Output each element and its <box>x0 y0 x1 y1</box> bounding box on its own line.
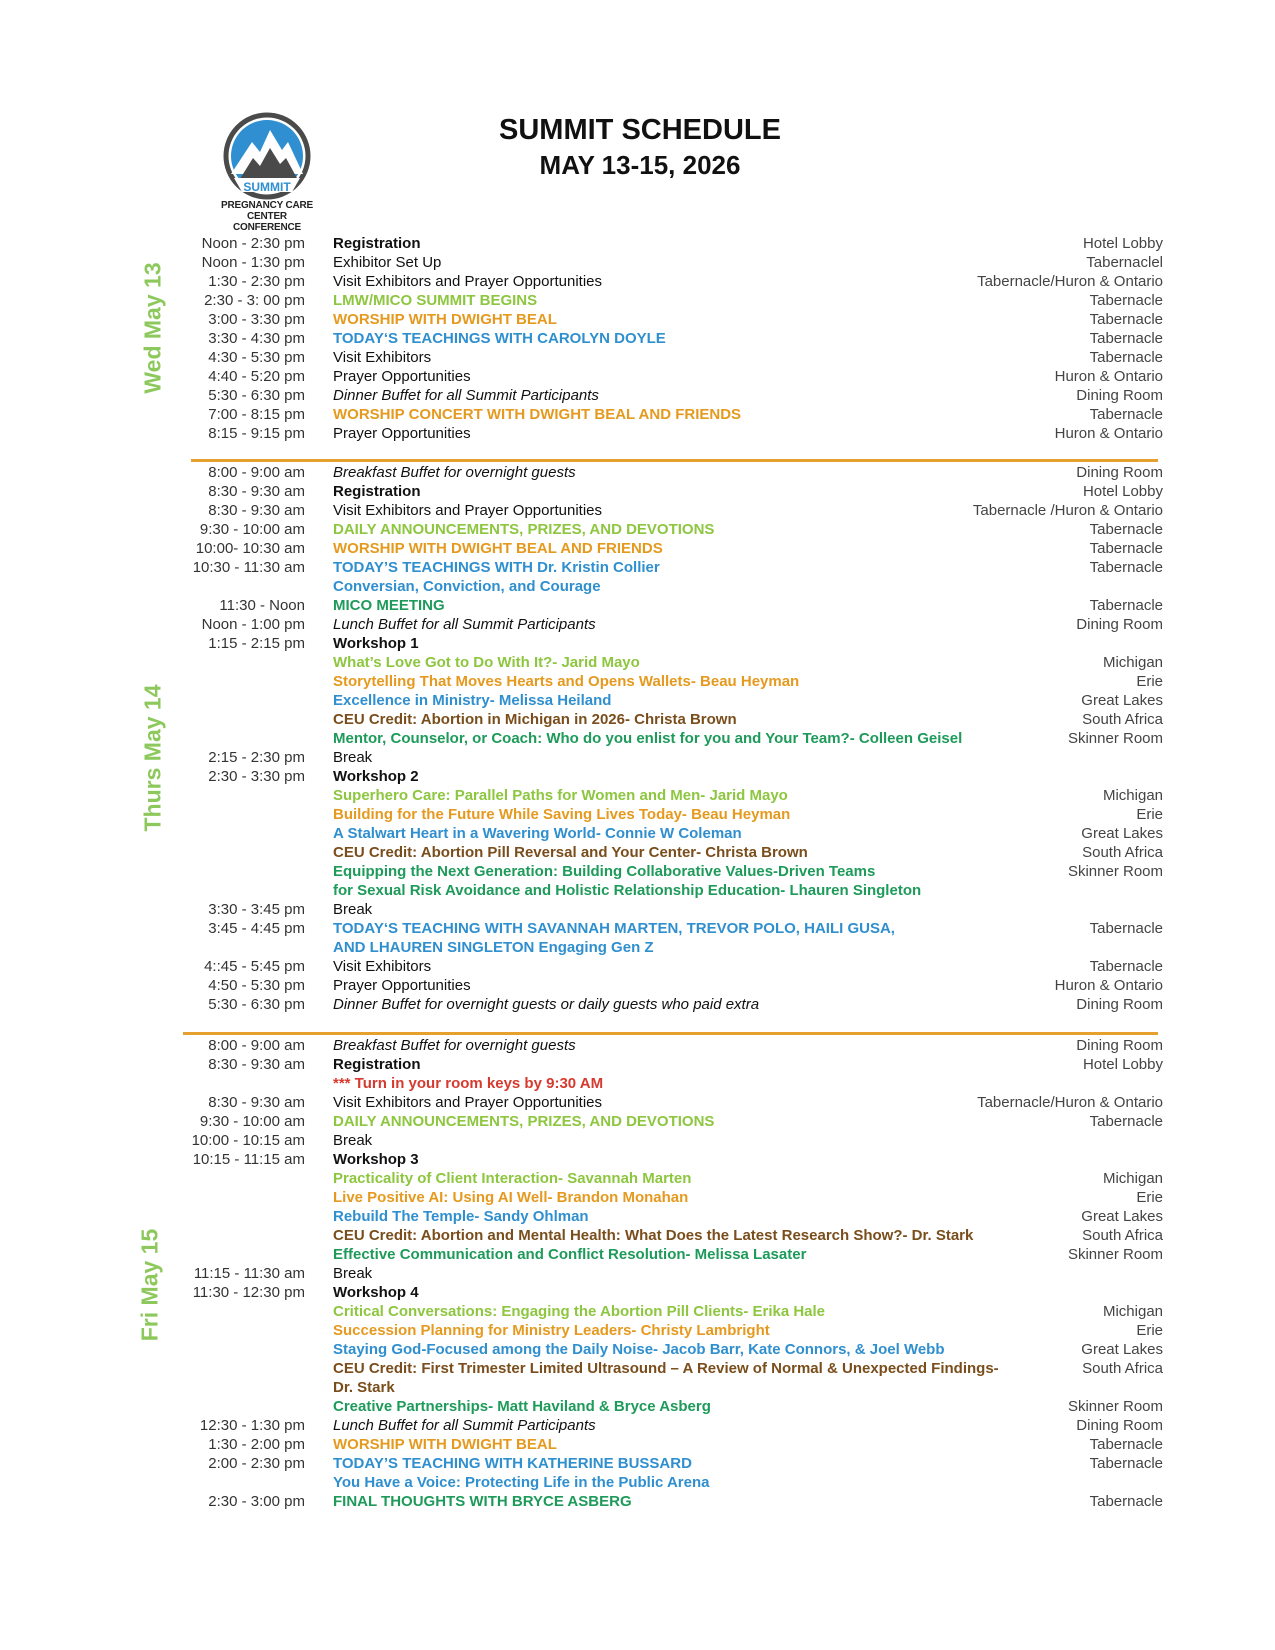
session-location: Huron & Ontario <box>1054 977 1163 994</box>
schedule-row <box>0 653 1275 673</box>
session-title: Building for the Future While Saving Lives Today- Beau Heyman <box>333 806 791 823</box>
schedule-row <box>0 367 1275 387</box>
session-location: Tabernacle <box>1089 1455 1163 1472</box>
session-title: CEU Credit: First Trimester Limited Ultrasound – A Review of Normal & Unexpected Findings- <box>333 1360 999 1377</box>
session-location: South Africa <box>1082 844 1163 861</box>
session-title: AND LHAUREN SINGLETON Engaging Gen Z <box>333 939 654 956</box>
day-label-fri: Fri May 15 <box>136 1228 163 1342</box>
session-title: Visit Exhibitors and Prayer Opportunities <box>333 1094 603 1111</box>
session-title: Equipping the Next Generation: Building Collaborative Values-Driven Teams <box>333 863 876 880</box>
session-location: Tabernacle <box>1089 292 1163 309</box>
session-title: TODAY’S TEACHING WITH KATHERINE BUSSARD <box>333 1455 692 1472</box>
session-title: TODAY‘S TEACHING WITH SAVANNAH MARTEN, TREVOR POLO, HAILI GUSA, <box>333 920 895 937</box>
session-location: Tabernacle <box>1089 559 1163 576</box>
session-location: Erie <box>1136 673 1163 690</box>
session-location: Erie <box>1136 1189 1163 1206</box>
schedule-row <box>0 1131 1275 1151</box>
schedule-row <box>0 1112 1275 1132</box>
schedule-row <box>0 1169 1275 1189</box>
schedule-row <box>0 1226 1275 1246</box>
session-time: 7:00 - 8:15 pm <box>208 406 305 423</box>
schedule-row <box>0 710 1275 730</box>
schedule-row <box>0 329 1275 349</box>
schedule-row <box>0 272 1275 292</box>
session-title: Practicality of Client Interaction- Savannah Marten <box>333 1170 692 1187</box>
session-title: CEU Credit: Abortion Pill Reversal and Your Center- Christa Brown <box>333 844 808 861</box>
schedule-row <box>0 843 1275 863</box>
session-time: 11:30 - 12:30 pm <box>192 1284 305 1301</box>
schedule-row <box>0 1435 1275 1455</box>
page-title: SUMMIT SCHEDULE <box>499 114 781 146</box>
session-location: Dining Room <box>1076 387 1163 404</box>
session-title: Breakfast Buffet for overnight guests <box>333 464 576 481</box>
schedule-row <box>0 1283 1275 1303</box>
schedule-row <box>0 691 1275 711</box>
session-location: Tabernacle <box>1089 958 1163 975</box>
session-time: Noon - 2:30 pm <box>201 235 305 252</box>
session-location: Dining Room <box>1076 1037 1163 1054</box>
schedule-row <box>0 672 1275 692</box>
schedule-row <box>0 558 1275 578</box>
schedule-row <box>0 1378 1275 1398</box>
session-title: You Have a Voice: Protecting Life in the Public Arena <box>333 1474 710 1491</box>
schedule-row <box>0 501 1275 521</box>
session-title: Workshop 4 <box>333 1284 419 1301</box>
session-title: Live Positive AI: Using AI Well- Brandon Monahan <box>333 1189 689 1206</box>
session-location: Huron & Ontario <box>1054 425 1163 442</box>
session-location: Erie <box>1136 806 1163 823</box>
session-title: *** Turn in your room keys by 9:30 AM <box>333 1075 604 1092</box>
session-title: Creative Partnerships- Matt Haviland & Bryce Asberg <box>333 1398 711 1415</box>
session-title: Conversian, Conviction, and Courage <box>333 578 601 595</box>
session-time: 8:15 - 9:15 pm <box>208 425 305 442</box>
session-location: Dining Room <box>1076 1417 1163 1434</box>
session-location: Tabernacle <box>1089 311 1163 328</box>
schedule-row <box>0 615 1275 635</box>
session-location: Tabernacle/Huron & Ontario <box>977 273 1163 290</box>
schedule-row <box>0 1093 1275 1113</box>
schedule-row <box>0 938 1275 958</box>
session-location: Tabernacle <box>1089 1436 1163 1453</box>
summit-logo <box>212 112 322 233</box>
session-location: Michigan <box>1102 1170 1163 1187</box>
session-time: 2:30 - 3:30 pm <box>208 768 305 785</box>
schedule-row <box>0 1055 1275 1075</box>
session-time: 3:30 - 3:45 pm <box>208 901 305 918</box>
session-title: FINAL THOUGHTS WITH BRYCE ASBERG <box>333 1493 632 1510</box>
session-location: Hotel Lobby <box>1082 483 1163 500</box>
session-title: Visit Exhibitors <box>333 349 432 366</box>
session-location: Tabernacle <box>1089 597 1163 614</box>
session-time: 11:15 - 11:30 am <box>193 1265 305 1282</box>
session-location: Great Lakes <box>1081 825 1163 842</box>
page-dates: MAY 13-15, 2026 <box>539 150 741 180</box>
schedule-row <box>0 881 1275 901</box>
session-location: Tabernacle <box>1089 406 1163 423</box>
session-location: Michigan <box>1102 654 1163 671</box>
session-time: 8:30 - 9:30 am <box>208 1056 305 1073</box>
session-time: 4:50 - 5:30 pm <box>208 977 305 994</box>
session-title: Prayer Opportunities <box>333 425 471 442</box>
session-location: Hotel Lobby <box>1082 1056 1163 1073</box>
session-title: Registration <box>333 483 421 500</box>
session-title: A Stalwart Heart in a Wavering World- Connie W Coleman <box>333 825 742 842</box>
session-time: 2:30 - 3: 00 pm <box>204 292 305 309</box>
session-location: Tabernacle <box>1089 540 1163 557</box>
day-divider <box>191 459 1158 462</box>
session-time: 8:30 - 9:30 am <box>208 483 305 500</box>
session-location: Tabernacle /Huron & Ontario <box>972 502 1163 519</box>
session-location: South Africa <box>1082 1360 1163 1377</box>
session-time: 12:30 - 1:30 pm <box>199 1417 305 1434</box>
session-location: Tabernaclel <box>1086 254 1163 271</box>
session-time: 3:30 - 4:30 pm <box>208 330 305 347</box>
schedule-row <box>0 596 1275 616</box>
schedule-row <box>0 767 1275 787</box>
schedule-row <box>0 957 1275 977</box>
session-title: Visit Exhibitors and Prayer Opportunities <box>333 502 603 519</box>
session-title: Break <box>333 901 373 918</box>
session-time: 10:15 - 11:15 am <box>192 1151 305 1168</box>
day-label-wed: Wed May 13 <box>139 262 166 394</box>
session-title: Succession Planning for Ministry Leaders- Christy Lambright <box>333 1322 770 1339</box>
session-title: LMW/MICO SUMMIT BEGINS <box>333 292 538 309</box>
schedule-row <box>0 424 1275 444</box>
session-title: Breakfast Buffet for overnight guests <box>333 1037 576 1054</box>
session-title: Prayer Opportunities <box>333 977 471 994</box>
session-location: Erie <box>1136 1322 1163 1339</box>
session-location: Dining Room <box>1076 616 1163 633</box>
schedule-row <box>0 386 1275 406</box>
session-title: Rebuild The Temple- Sandy Ohlman <box>333 1208 589 1225</box>
schedule-row <box>0 919 1275 939</box>
session-time: 4:30 - 5:30 pm <box>208 349 305 366</box>
session-time: 9:30 - 10:00 am <box>199 521 305 538</box>
schedule-row <box>0 634 1275 654</box>
schedule-row <box>0 234 1275 254</box>
session-title: Superhero Care: Parallel Paths for Women and Men- Jarid Mayo <box>333 787 788 804</box>
session-time: Noon - 1:30 pm <box>201 254 305 271</box>
logo-tagline-2: CENTER CONFERENCE <box>232 211 301 233</box>
session-location: Tabernacle <box>1089 920 1163 937</box>
session-title: Dinner Buffet for overnight guests or daily guests who paid extra <box>333 996 760 1013</box>
session-location: Skinner Room <box>1067 1398 1163 1415</box>
session-title: Registration <box>333 235 421 252</box>
schedule-row <box>0 1359 1275 1379</box>
session-location: South Africa <box>1082 1227 1163 1244</box>
schedule-row <box>0 1302 1275 1322</box>
schedule-row <box>0 348 1275 368</box>
schedule-row <box>0 900 1275 920</box>
schedule-row <box>0 520 1275 540</box>
day-divider <box>183 1032 1158 1035</box>
schedule-row <box>0 1245 1275 1265</box>
schedule-row <box>0 577 1275 597</box>
session-location: Tabernacle <box>1089 1113 1163 1130</box>
session-title: Staying God-Focused among the Daily Noise- Jacob Barr, Kate Connors, & Joel Webb <box>333 1341 945 1358</box>
session-title: TODAY’S TEACHINGS WITH Dr. Kristin Collier <box>333 559 660 576</box>
session-title: CEU Credit: Abortion and Mental Health: What Does the Latest Research Show?- Dr. Stark <box>333 1227 974 1244</box>
session-location: Tabernacle <box>1089 1493 1163 1510</box>
schedule-row <box>0 539 1275 559</box>
session-title: Break <box>333 1265 373 1282</box>
session-time: 8:30 - 9:30 am <box>208 502 305 519</box>
session-location: Great Lakes <box>1081 1208 1163 1225</box>
session-location: Tabernacle <box>1089 521 1163 538</box>
session-location: Great Lakes <box>1081 692 1163 709</box>
session-time: 10:00 - 10:15 am <box>191 1132 305 1149</box>
schedule-row <box>0 976 1275 996</box>
schedule-row <box>0 1454 1275 1474</box>
session-location: Tabernacle/Huron & Ontario <box>977 1094 1163 1111</box>
schedule-row <box>0 786 1275 806</box>
session-time: 4:40 - 5:20 pm <box>208 368 305 385</box>
schedule-row <box>0 729 1275 749</box>
schedule-row <box>0 405 1275 425</box>
session-title: Dr. Stark <box>333 1379 395 1396</box>
schedule-row <box>0 1416 1275 1436</box>
session-title: Prayer Opportunities <box>333 368 471 385</box>
session-title: Break <box>333 749 373 766</box>
session-time: 5:30 - 6:30 pm <box>208 996 305 1013</box>
schedule-row <box>0 1074 1275 1094</box>
schedule-row <box>0 1188 1275 1208</box>
session-time: 2:30 - 3:00 pm <box>208 1493 305 1510</box>
schedule-row <box>0 824 1275 844</box>
session-title: Critical Conversations: Engaging the Abortion Pill Clients- Erika Hale <box>333 1303 826 1320</box>
session-time: 3:00 - 3:30 pm <box>208 311 305 328</box>
session-title: for Sexual Risk Avoidance and Holistic Relationship Education- Lhauren Singleton <box>333 882 922 899</box>
session-title: Break <box>333 1132 373 1149</box>
schedule-row <box>0 748 1275 768</box>
mountain-logo-icon <box>222 112 312 202</box>
session-title: DAILY ANNOUNCEMENTS, PRIZES, AND DEVOTIONS <box>333 1113 715 1130</box>
schedule-row <box>0 291 1275 311</box>
session-title: Excellence in Ministry- Melissa Heiland <box>333 692 612 709</box>
session-time: 2:00 - 2:30 pm <box>208 1455 305 1472</box>
schedule-row <box>0 1321 1275 1341</box>
session-title: Effective Communication and Conflict Resolution- Melissa Lasater <box>333 1246 807 1263</box>
session-title: Lunch Buffet for all Summit Participants <box>333 1417 596 1434</box>
session-time: 4::45 - 5:45 pm <box>204 958 305 975</box>
session-location: Tabernacle <box>1089 349 1163 366</box>
session-location: Skinner Room <box>1067 863 1163 880</box>
session-time: 8:30 - 9:30 am <box>208 1094 305 1111</box>
session-location: South Africa <box>1082 711 1163 728</box>
schedule-row <box>0 482 1275 502</box>
session-time: 9:30 - 10:00 am <box>199 1113 305 1130</box>
session-location: Hotel Lobby <box>1082 235 1163 252</box>
session-title: Storytelling That Moves Hearts and Opens Wallets- Beau Heyman <box>333 673 800 690</box>
session-title: DAILY ANNOUNCEMENTS, PRIZES, AND DEVOTIONS <box>333 521 715 538</box>
schedule-row <box>0 463 1275 483</box>
session-title: Lunch Buffet for all Summit Participants <box>333 616 596 633</box>
session-location: Skinner Room <box>1067 730 1163 747</box>
logo-wordmark: SUMMIT <box>243 180 291 194</box>
session-location: Dining Room <box>1076 996 1163 1013</box>
schedule-row <box>0 1340 1275 1360</box>
session-time: 1:30 - 2:00 pm <box>208 1436 305 1453</box>
schedule-row <box>0 1150 1275 1170</box>
session-title: WORSHIP WITH DWIGHT BEAL <box>333 311 557 328</box>
schedule-row <box>0 995 1275 1015</box>
schedule-row <box>0 1492 1275 1512</box>
schedule-row <box>0 253 1275 273</box>
session-time: 1:15 - 2:15 pm <box>208 635 305 652</box>
session-time: 8:00 - 9:00 am <box>208 464 305 481</box>
schedule-row <box>0 1036 1275 1056</box>
schedule-row <box>0 862 1275 882</box>
session-time: 5:30 - 6:30 pm <box>208 387 305 404</box>
session-time: 2:15 - 2:30 pm <box>208 749 305 766</box>
session-location: Great Lakes <box>1081 1341 1163 1358</box>
session-location: Tabernacle <box>1089 330 1163 347</box>
session-title: Workshop 1 <box>333 635 419 652</box>
session-title: What’s Love Got to Do With It?- Jarid Mayo <box>333 654 640 671</box>
session-location: Skinner Room <box>1067 1246 1163 1263</box>
session-title: WORSHIP WITH DWIGHT BEAL <box>333 1436 557 1453</box>
session-location: Huron & Ontario <box>1054 368 1163 385</box>
logo-tagline-1: PREGNANCY CARE <box>220 200 314 211</box>
session-title: Visit Exhibitors <box>333 958 432 975</box>
schedule-row <box>0 1264 1275 1284</box>
session-time: 10:00- 10:30 am <box>195 540 305 557</box>
session-title: Registration <box>333 1056 421 1073</box>
session-title: TODAY‘S TEACHINGS WITH CAROLYN DOYLE <box>333 330 666 347</box>
session-time: 8:00 - 9:00 am <box>208 1037 305 1054</box>
session-location: Michigan <box>1102 1303 1163 1320</box>
session-title: Dinner Buffet for all Summit Participants <box>333 387 599 404</box>
schedule-row <box>0 805 1275 825</box>
session-time: 10:30 - 11:30 am <box>192 559 305 576</box>
session-location: Michigan <box>1102 787 1163 804</box>
schedule-row <box>0 310 1275 330</box>
session-title: Workshop 3 <box>333 1151 419 1168</box>
schedule-row <box>0 1473 1275 1493</box>
session-time: 1:30 - 2:30 pm <box>208 273 305 290</box>
schedule-row <box>0 1397 1275 1417</box>
session-title: WORSHIP WITH DWIGHT BEAL AND FRIENDS <box>333 540 663 557</box>
session-title: MICO MEETING <box>333 597 445 614</box>
session-time: Noon - 1:00 pm <box>201 616 305 633</box>
session-title: Mentor, Counselor, or Coach: Who do you enlist for you and Your Team?- Colleen Geisel <box>333 730 963 747</box>
session-time: 11:30 - Noon <box>219 597 305 614</box>
session-title: WORSHIP CONCERT WITH DWIGHT BEAL AND FRIENDS <box>333 406 742 423</box>
session-time: 3:45 - 4:45 pm <box>208 920 305 937</box>
session-title: Exhibitor Set Up <box>333 254 442 271</box>
day-label-thu: Thurs May 14 <box>139 684 166 832</box>
session-title: Workshop 2 <box>333 768 419 785</box>
session-location: Dining Room <box>1076 464 1163 481</box>
session-title: Visit Exhibitors and Prayer Opportunities <box>333 273 603 290</box>
schedule-row <box>0 1207 1275 1227</box>
session-title: CEU Credit: Abortion in Michigan in 2026- Christa Brown <box>333 711 737 728</box>
